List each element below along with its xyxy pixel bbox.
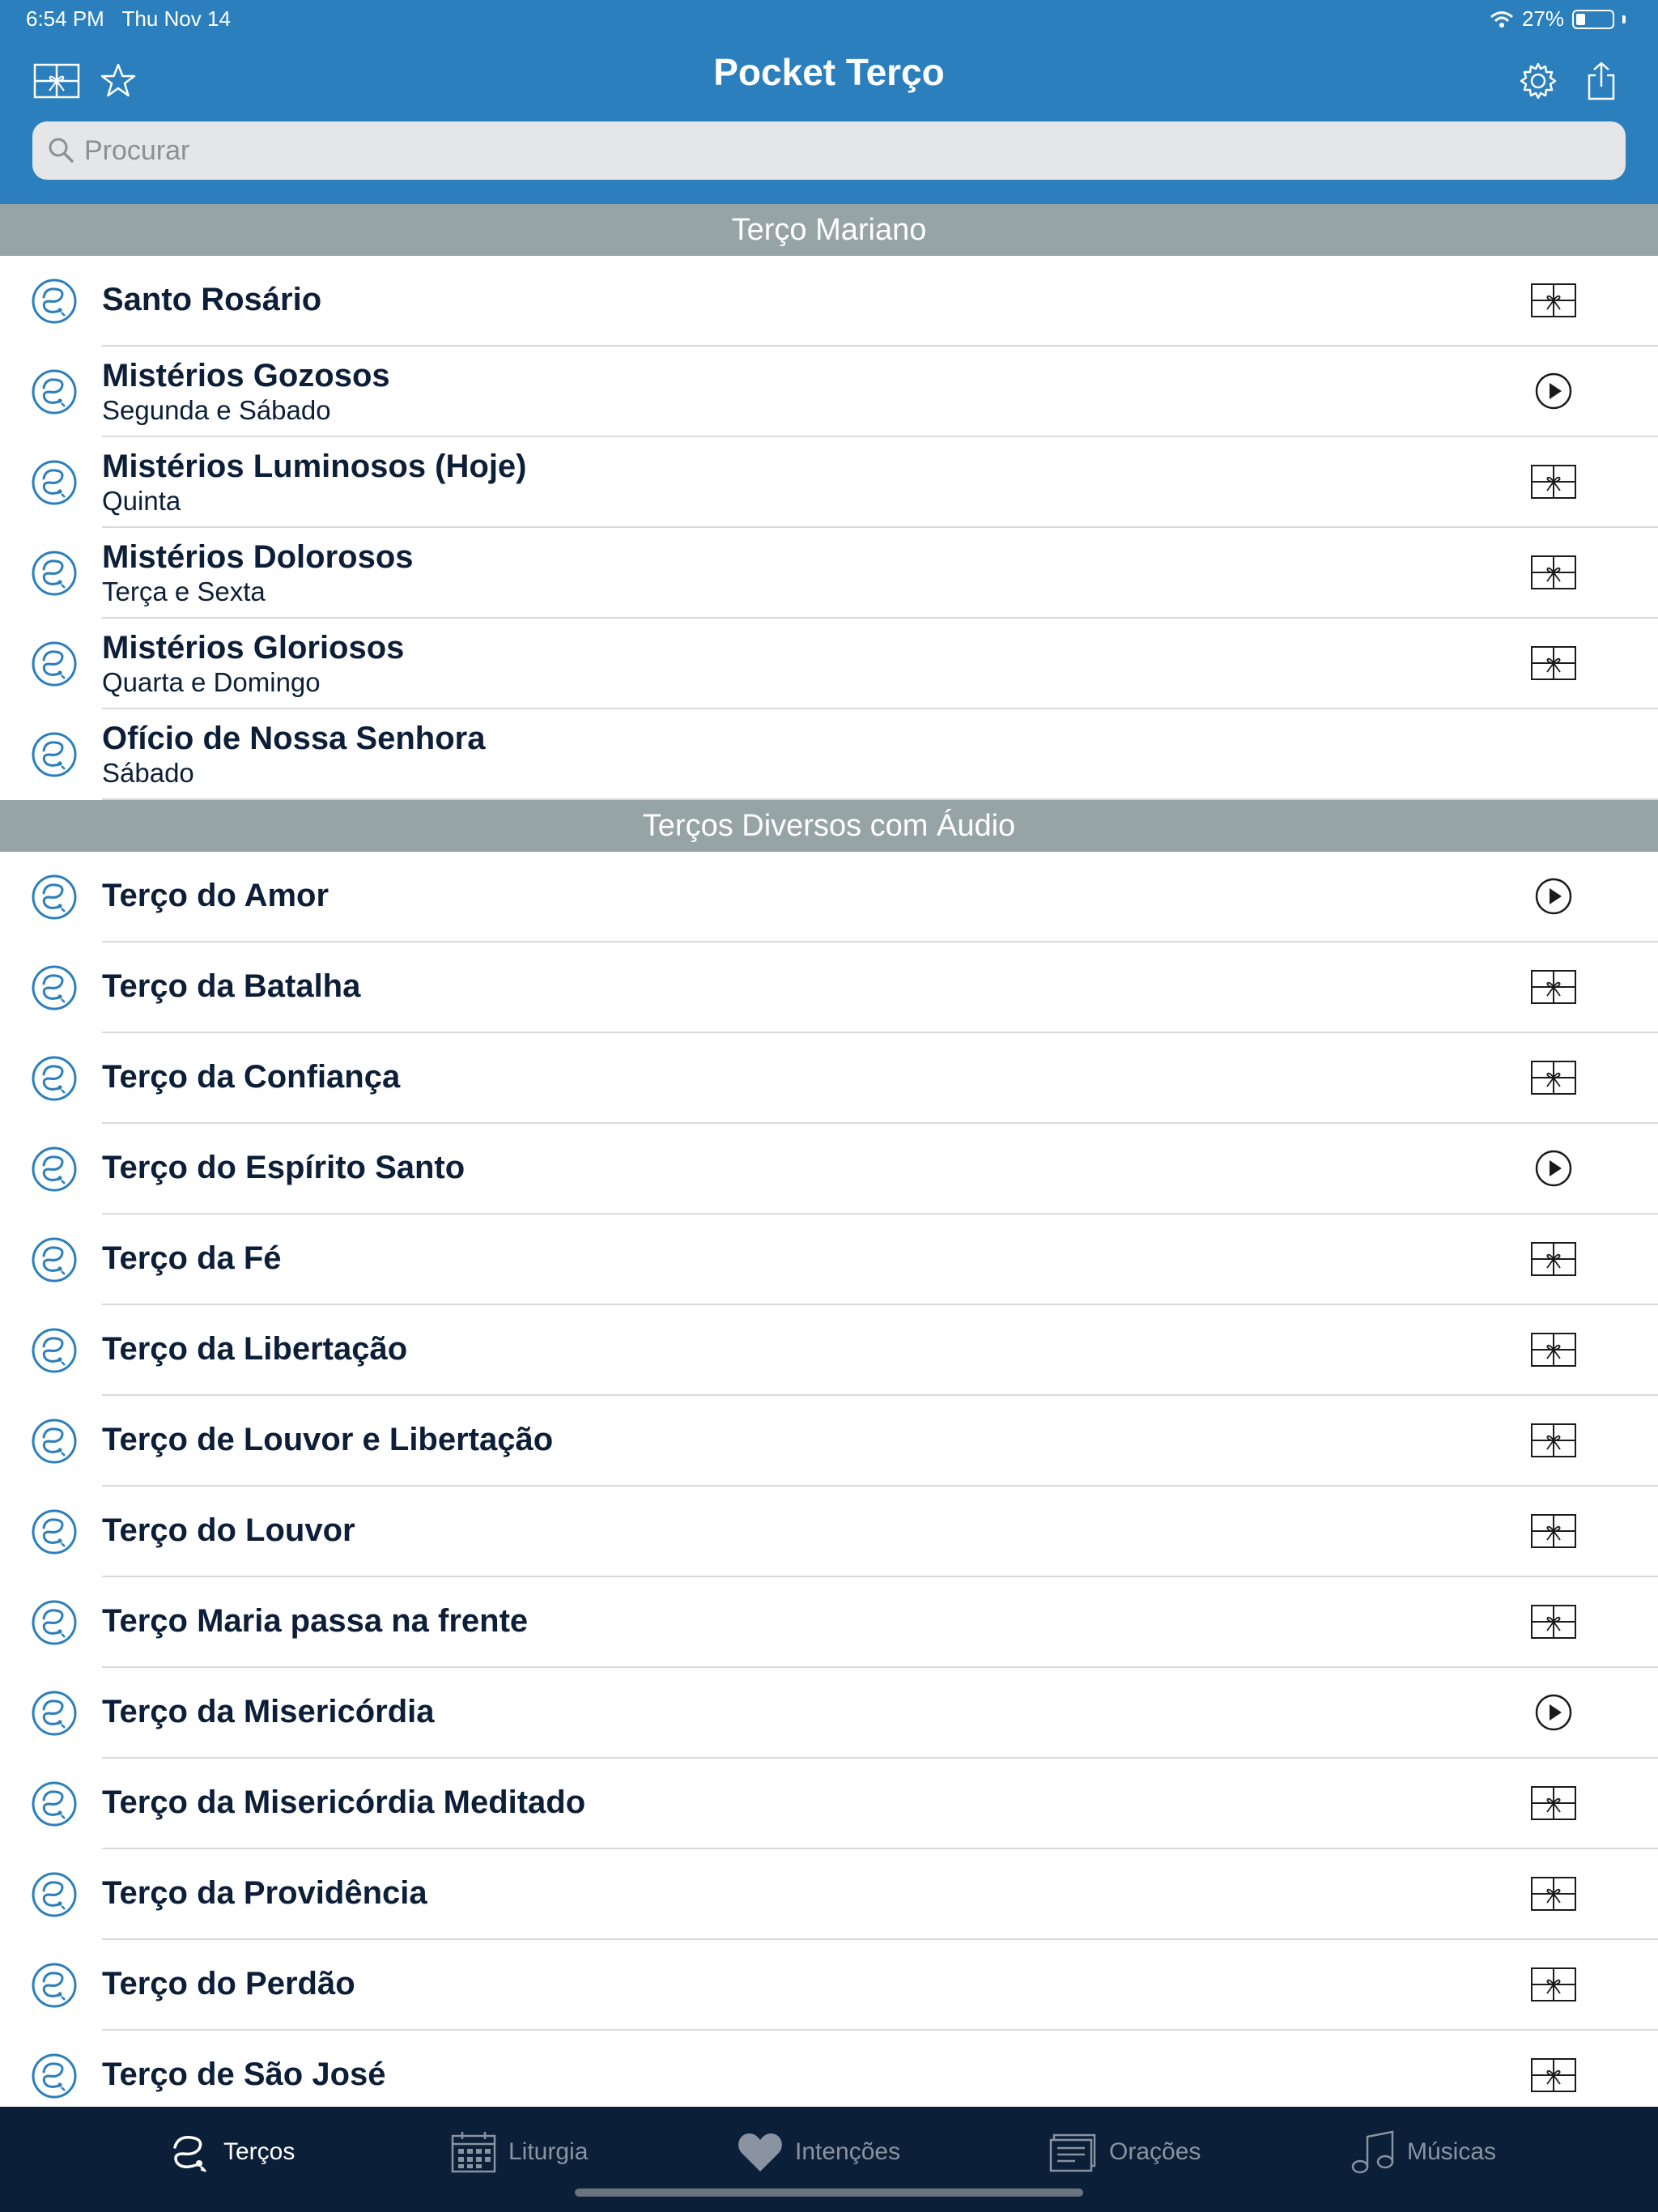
item-subtitle: Terça e Sexta <box>102 576 266 606</box>
gift-icon[interactable] <box>1530 1057 1577 1099</box>
rosary-icon <box>31 1690 78 1737</box>
tab-oracoes[interactable] <box>1049 2126 1201 2178</box>
page-title: Pocket Terço <box>713 51 945 93</box>
rosary-icon <box>31 874 78 921</box>
rosary-icon <box>31 1055 78 1102</box>
item-title: Terço da Libertação <box>102 1331 408 1367</box>
list-item-terco-do-perdao[interactable] <box>0 1940 1658 2031</box>
status-time: 6:54 PM <box>26 6 104 31</box>
list-item-terco-de-louvor-e-libertacao[interactable] <box>0 1396 1658 1487</box>
item-title: Terço da Misericórdia <box>102 1694 435 1729</box>
item-title: Terço da Confiança <box>102 1059 401 1095</box>
navigation-header <box>0 0 1658 204</box>
tab-label: Músicas <box>1407 2138 1497 2165</box>
home-indicator <box>575 2189 1083 2197</box>
item-title: Mistérios Gozosos <box>102 358 390 393</box>
list-item-terco-maria-passa-na-frente[interactable] <box>0 1577 1658 1668</box>
gift-icon[interactable] <box>1530 461 1577 503</box>
list-item-oficio-de-nossa-senhora[interactable] <box>0 709 1658 800</box>
list-item-misterios-dolorosos[interactable] <box>0 528 1658 619</box>
list-item-terco-da-misericordia[interactable] <box>0 1668 1658 1759</box>
rosary-icon <box>31 1508 78 1555</box>
gift-icon[interactable] <box>1530 279 1577 321</box>
item-title: Mistérios Dolorosos <box>102 539 414 575</box>
list-item-terco-do-louvor[interactable] <box>0 1487 1658 1577</box>
music-note-icon <box>1350 2129 1396 2176</box>
item-title: Terço da Fé <box>102 1240 282 1276</box>
item-title: Terço do Espírito Santo <box>102 1150 466 1185</box>
gift-icon[interactable] <box>1530 1419 1577 1461</box>
item-title: Mistérios Gloriosos <box>102 630 405 666</box>
list-item-misterios-gloriosos[interactable] <box>0 619 1658 709</box>
rosary-icon <box>31 1871 78 1918</box>
section-header: Terço Mariano <box>0 204 1658 256</box>
item-title: Terço da Batalha <box>102 968 361 1004</box>
gift-icon[interactable] <box>1530 1782 1577 1824</box>
rosary-icon <box>31 459 78 506</box>
rosary-icon <box>31 1236 78 1283</box>
gift-icon[interactable] <box>1530 966 1577 1008</box>
gift-icon[interactable] <box>1530 1510 1577 1552</box>
item-subtitle: Quinta <box>102 486 181 516</box>
rosary-icon <box>31 640 78 687</box>
rosary-icon <box>31 1599 78 1646</box>
list-item-terco-da-libertacao[interactable] <box>0 1305 1658 1396</box>
search-icon <box>45 134 78 167</box>
item-title: Terço do Louvor <box>102 1512 355 1548</box>
item-title: Santo Rosário <box>102 282 322 317</box>
tab-label: Intenções <box>795 2138 901 2165</box>
rosary-icon <box>31 1418 78 1465</box>
list-item-terco-do-espirito-santo[interactable] <box>0 1124 1658 1214</box>
gift-icon[interactable] <box>1530 1238 1577 1280</box>
battery-percentage: 27% <box>1521 6 1564 31</box>
list-item-misterios-gozosos[interactable] <box>0 347 1658 437</box>
tab-label: Orações <box>1109 2138 1201 2165</box>
gift-icon[interactable] <box>1530 1329 1577 1371</box>
list-item-terco-da-confianca[interactable] <box>0 1033 1658 1124</box>
rosary-icon <box>31 964 78 1011</box>
tab-label: Terços <box>223 2138 295 2165</box>
share-icon[interactable] <box>1577 57 1626 105</box>
play-icon[interactable] <box>1530 1147 1577 1189</box>
play-icon[interactable] <box>1530 875 1577 917</box>
tab-liturgia[interactable] <box>450 2126 588 2178</box>
list-item-terco-da-misericordia-meditado[interactable] <box>0 1759 1658 1849</box>
rosary-icon <box>31 1146 78 1193</box>
rosary-icon <box>31 278 78 325</box>
rosary-icon <box>167 2129 212 2175</box>
item-title: Terço do Amor <box>102 878 329 913</box>
gift-icon[interactable] <box>1530 1601 1577 1643</box>
play-icon[interactable] <box>1530 1691 1577 1733</box>
book-icon <box>1049 2132 1098 2172</box>
tab-label: Liturgia <box>508 2138 589 2165</box>
gift-icon[interactable] <box>1530 1963 1577 2006</box>
item-subtitle: Quarta e Domingo <box>102 667 321 697</box>
rosary-icon <box>31 1962 78 2009</box>
item-title: Ofício de Nossa Senhora <box>102 721 486 756</box>
calendar-icon <box>450 2129 497 2175</box>
tab-musicas[interactable] <box>1350 2126 1496 2178</box>
rosary-icon <box>31 731 78 778</box>
item-title: Terço da Providência <box>102 1875 427 1911</box>
rosary-icon <box>31 2052 78 2099</box>
list-item-terco-da-fe[interactable] <box>0 1214 1658 1305</box>
item-subtitle: Segunda e Sábado <box>102 395 331 425</box>
rosary-icon <box>31 1780 78 1827</box>
wifi-icon <box>1490 10 1514 29</box>
section-header: Terços Diversos com Áudio <box>0 800 1658 852</box>
item-title: Terço de Louvor e Libertação <box>102 1422 554 1457</box>
status-date: Thu Nov 14 <box>121 6 231 31</box>
gift-icon[interactable] <box>1530 2054 1577 2096</box>
item-subtitle: Sábado <box>102 758 194 788</box>
status-bar <box>0 0 1658 39</box>
rosary-icon <box>31 368 78 415</box>
item-title: Terço Maria passa na frente <box>102 1603 529 1639</box>
list-item-terco-da-providencia[interactable] <box>0 1849 1658 1940</box>
tab-intencoes[interactable] <box>737 2126 900 2178</box>
item-title: Terço de São José <box>102 2057 386 2092</box>
item-title: Terço do Perdão <box>102 1966 355 2001</box>
list-item-terco-da-batalha[interactable] <box>0 942 1658 1033</box>
gift-icon[interactable] <box>1530 642 1577 684</box>
gift-icon[interactable] <box>1530 551 1577 593</box>
gift-icon[interactable] <box>1530 1873 1577 1915</box>
search-bar[interactable] <box>32 121 1626 180</box>
rosary-icon <box>31 550 78 597</box>
item-title: Terço da Misericórdia Meditado <box>102 1784 586 1820</box>
search-input[interactable] <box>83 134 1626 168</box>
play-icon[interactable] <box>1530 370 1577 412</box>
heart-icon <box>737 2131 784 2173</box>
list-item-terco-do-amor[interactable] <box>0 852 1658 942</box>
list-item-misterios-luminosos-hoje[interactable] <box>0 437 1658 528</box>
tab-tercos[interactable] <box>167 2126 295 2178</box>
battery-icon <box>1572 10 1614 29</box>
list-item-santo-rosario[interactable] <box>0 256 1658 347</box>
gear-icon[interactable] <box>1514 57 1562 105</box>
item-title: Mistérios Luminosos (Hoje) <box>102 449 527 484</box>
rosary-icon <box>31 1327 78 1374</box>
